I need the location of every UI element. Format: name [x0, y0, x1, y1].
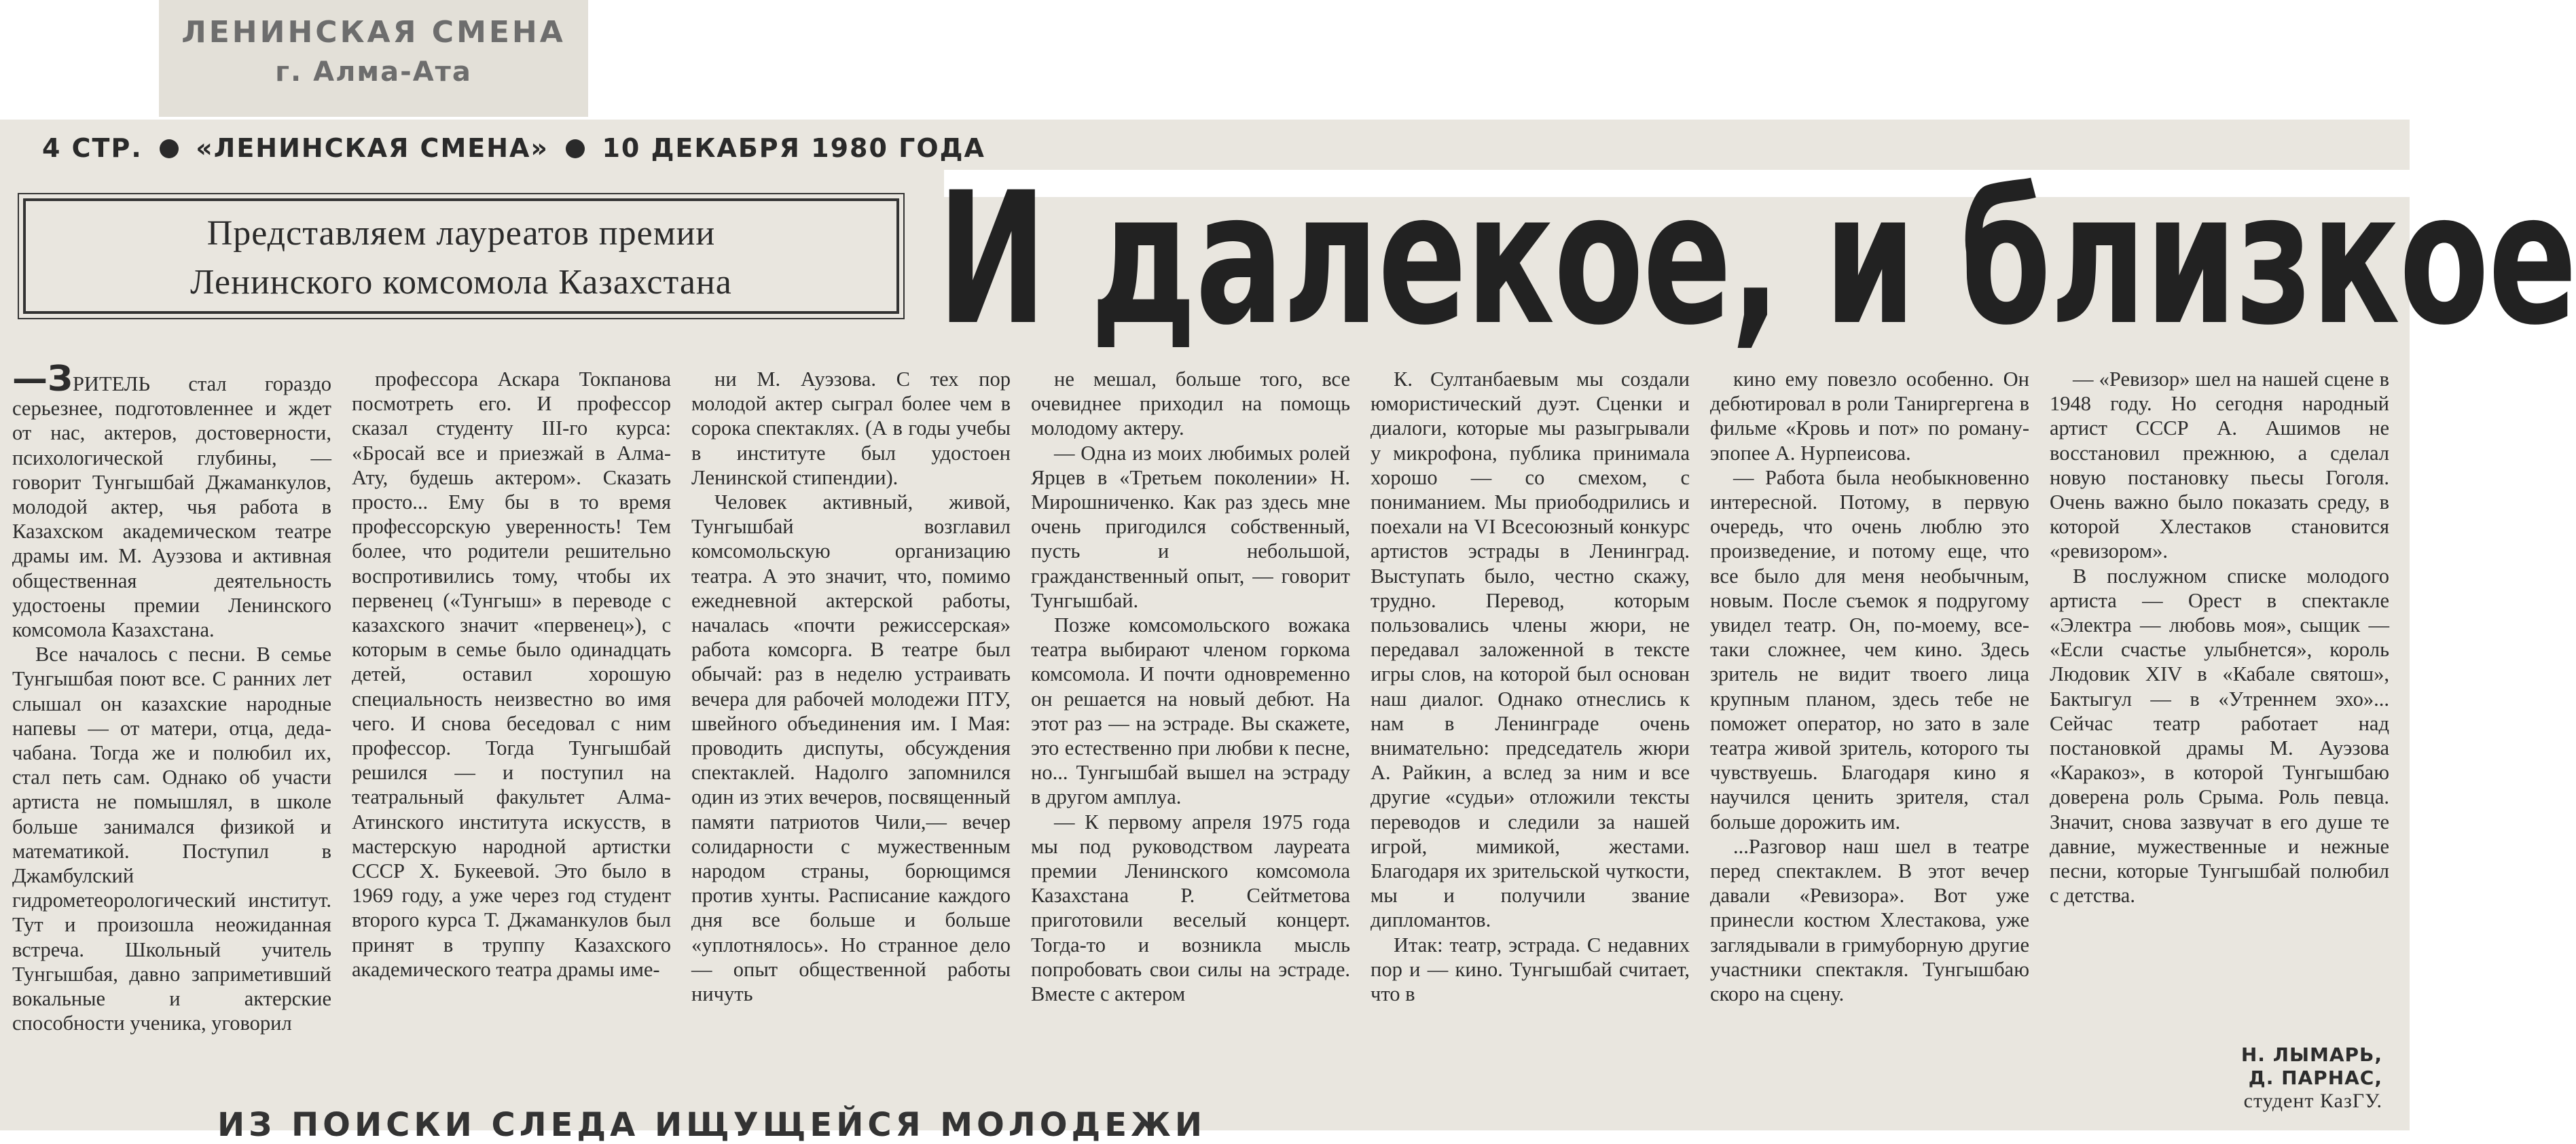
- paragraph: Итак: театр, эстрада. С недавних пор и — кино. Тунгышбай считает, что в: [1371, 933, 1690, 1006]
- paragraph: Все началось с песни. В семье Тунгышбая поют все. С ранних лет слышал он казахские народные напевы — от матери, отца, деда-чабана. Тогда же и полюбил их, стал петь сам. Однако об участи артиста не помышлял, в школе больше занимался физикой и математикой. Поступил в Джамбулский гидрометеорологический институт. Тут и произошла неожиданная встреча. Школьный учитель Тунгышбая, давно заприметивший вокальные и актерские способности ученика, уговорил: [12, 643, 331, 1035]
- paragraph: Позже комсомольского вожака театра выбирают членом горкома комсомола. И почти одновременно он решается на новый дебют. На этот раз — на эстраде. Вы скажете, это естественно при любви к песне, но... Тунгышбай вышел на эстраду в другом амплуа.: [1031, 613, 1350, 809]
- paragraph: — «Ревизор» шел на нашей сцене в 1948 году. Но сегодня народный артист СССР А. Ашимов не восстановил прежнюю, а сделал новую постановку пьесы Гоголя. Очень важно было показать среду, в которой Хлестаков становится «ревизором».: [2050, 368, 2389, 563]
- dropcap-dash: —: [12, 359, 48, 399]
- page-header: [42, 133, 985, 163]
- paragraph: В послужном списке молодого артиста — Орест в спектакле «Электра — любовь моя», сыщик — «Если счастье улыбнется», король Людовик XIV в «Кабале святош», Бактыгул — в «Утреннем эхо»... Сейчас театр работает над постановкой драмы М. Ауэзова «Каракоз», в которой Тунгышбаю доверена роль Срыма. Роль певца. Значит, снова зазвучат в его душе те давние, мужественные и нежные песни, которые Тунгышбай полюбил с детства.: [2050, 564, 2389, 908]
- article-headline: И далекое, и близкое: [937, 154, 2576, 365]
- article-body: [12, 359, 2403, 1114]
- paragraph: кино ему повезло особенно. Он дебютировал в роли Таниргергена в фильме «Кровь и пот» по роману-эпопее А. Нурпеисова.: [1710, 368, 2029, 465]
- paragraph: — Одна из моих любимых ролей Ярцев в «Третьем поколении» Н. Мирошниченко. Как раз здесь мне очень пригодился собственный, пусть и небольшой, гражданственный опыт, — говорит Тунгышбай.: [1031, 441, 1350, 612]
- rubric-line-1: Представляем лауреатов премии: [206, 214, 716, 253]
- article-column-4: [1031, 367, 1350, 1114]
- clipping-source-stamp: [159, 0, 588, 117]
- signature-line: студент КазГУ.: [2243, 1090, 2382, 1112]
- article-column-6: [1710, 367, 2029, 1114]
- issue-date: 10 ДЕКАБРЯ 1980 ГОДА: [602, 133, 985, 163]
- paragraph: не мешал, больше того, все очевиднее приходил на помощь молодому актеру.: [1031, 368, 1350, 440]
- stamp-city: г. Алма-Ата: [275, 56, 472, 88]
- article-column-3: [691, 367, 1011, 1114]
- signature-line: Н. ЛЫМАРЬ,: [2241, 1043, 2382, 1066]
- paragraph: ...Разговор наш шел в театре перед спектаклем. В этот вечер давали «Ревизора». Вот уже принесли костюм Хлестакова, уже заглядывали в гримуборную другие участники спектакля. Тунгышбаю скоро на сцену.: [1710, 834, 2029, 1006]
- paragraph: Человек активный, живой, Тунгышбай возглавил комсомольскую организацию театра. А это значит, что, помимо ежедневной актерской работы, началась «почти режиссерская» работа комсорга. В театре был обычай: раз в неделю устраивать вечера для рабочей молодежи ПТУ, швейного объединения им. I Мая: проводить диспуты, обсуждения спектаклей. Надолго запомнился один из этих вечеров, посвященный памяти патриотов Чили,— вечер солидарности с мужественным народом страны, борющимся против хунты. Расписание каждого дня все больше и больше «уплотнялось». Но странное дело — опыт общественной работы ничуть: [691, 490, 1011, 1006]
- paragraph-text: РИТЕЛЬ стал гораздо серьезнее, подготовленнее и ждет от нас, актеров, достоверности, психологической глубины, — говорит Тунгышбай Джаманкулов, молодой актер, чья работа в Казахском академическом театре драмы им. М. Ауэзова и активная общественная деятельность удостоены премии Ленинского комсомола Казахстана.: [12, 372, 331, 642]
- paragraph: профессора Аскара Токпанова посмотреть его. И профессор сказал студенту III-го курса: «Бросай все и приезжай в Алма-Ату, будешь актером». Сказать просто... Ему бы в то время профессорскую уверенность! Тем более, что родители решительно воспротивились тому, чтобы их первенец («Тунгыш» в переводе с казахского значит «первенец»), с которым в семье было одинадцать детей, оставил хорошую специальность неизвестно во имя чего. И снова беседовал с ним профессор. Тогда Тунгышбай решился — и поступил на театральный факультет Алма-Атинского института искусств, в мастерскую народной артистки СССР Х. Букеевой. Это было в 1969 году, а уже через год студент второго курса Т. Джаманкулов был принят в труппу Казахского академического театра драмы име-: [352, 368, 671, 981]
- paragraph: [12, 359, 331, 642]
- author-signature: [2241, 1043, 2382, 1113]
- article-column-1: [12, 359, 331, 1114]
- page-number: 4 СТР.: [42, 133, 143, 163]
- rubric-line-2: Ленинского комсомола Казахстана: [190, 263, 732, 302]
- stamp-newspaper: ЛЕНИНСКАЯ СМЕНА: [181, 15, 566, 50]
- bullet-icon: [566, 139, 585, 158]
- paragraph: К. Султанбаевым мы создали юмористический дуэт. Сценки и диалоги, которые мы разыгрывали у микрофона, публика принимала хорошо — со смехом, с пониманием. Мы приободрились и поехали на VI Всесоюзный конкурс артистов эстрады в Ленинград. Выступать было, честно скажу, трудно. Перевод, которым пользовались члены жюри, не передавал заложенной в тексте игры слов, на которой был основан наш диалог. Однако отнеслись к нам в Ленинграде очень внимательно: председатель жюри А. Райкин, а вслед за ним и все другие «судьи» отложили тексты переводов и следили за нашей игрой, мимикой, жестами. Благодаря их зрительской чуткости, мы и получили звание дипломантов.: [1371, 368, 1690, 932]
- bullet-icon: [160, 139, 179, 158]
- signature-line: Д. ПАРНАС,: [2248, 1067, 2382, 1089]
- newspaper-name: «ЛЕНИНСКАЯ СМЕНА»: [196, 133, 549, 163]
- paragraph: ни М. Ауэзова. С тех пор молодой актер сыграл более чем в сорока спектаклях. (А в годы учебы в институте был удостоен Ленинской стипендии).: [691, 368, 1011, 489]
- paragraph: — К первому апреля 1975 года мы под руководством лауреата премии Ленинского комсомола Казахстана Р. Сейтметова приготовили веселый концерт. Тогда-то и возникла мысль попробовать свои силы на эстраде. Вместе с актером: [1031, 810, 1350, 1006]
- article-column-2: [352, 367, 671, 1114]
- next-article-headline-cutoff: [217, 1106, 1236, 1144]
- rubric-box: [23, 198, 899, 314]
- dropcap-letter: З: [48, 359, 73, 399]
- cutoff-text: ИЗ ПОИСКИ СЛЕДА ИЩУЩЕЙСЯ МОЛОДЕЖИ: [217, 1106, 1206, 1144]
- paragraph: — Работа была необыкновенно интересной. Потому, в первую очередь, что очень люблю это произведение, и потому еще, что все было для меня необычным, новым. После съемок я подругому увидел театр. Он, по-моему, все-таки сложнее, чем кино. Здесь зритель не видит твоего лица крупным планом, здесь тебе не поможет оператор, но зато в зале театра живой зритель, которого ты чувствуешь. Благодаря кино я научился ценить зрителя, стал больше дорожить им.: [1710, 465, 2029, 834]
- article-column-7: [2050, 367, 2389, 1114]
- article-column-5: [1371, 367, 1690, 1114]
